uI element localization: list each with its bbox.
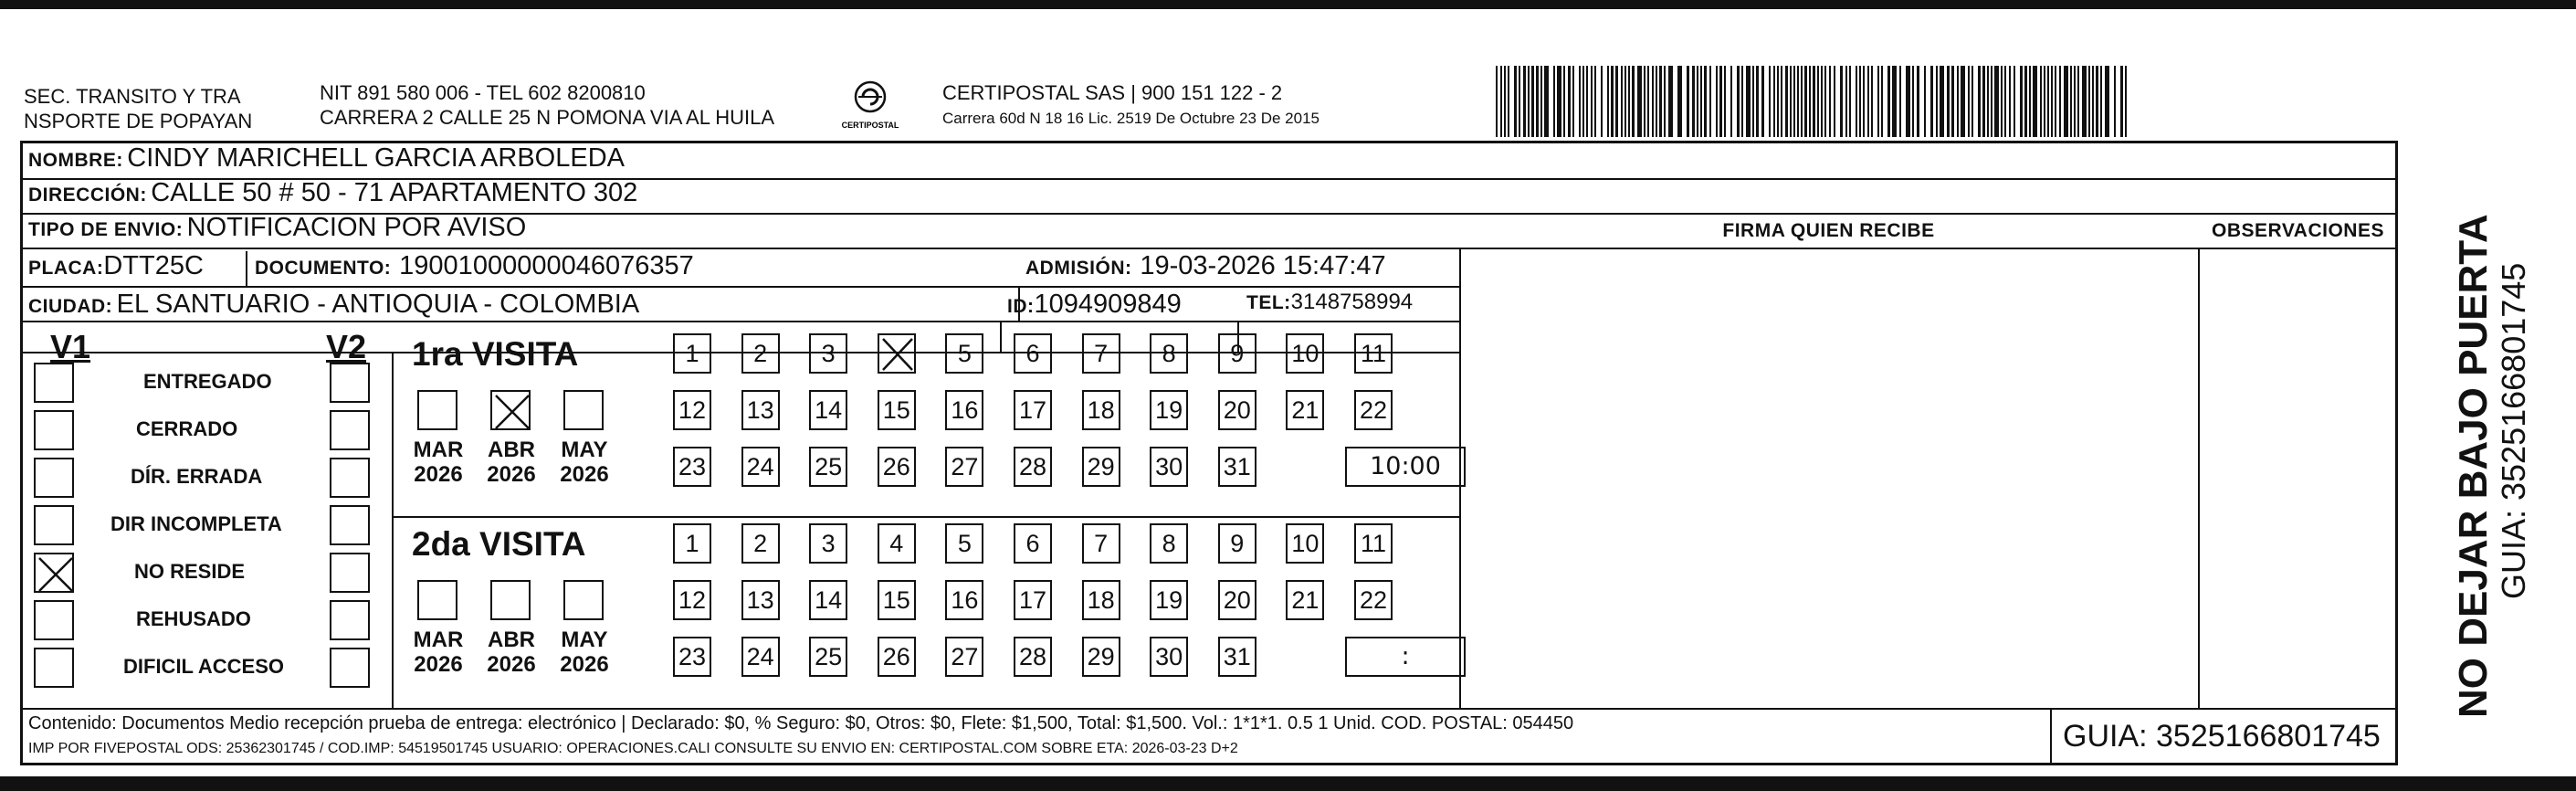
visit2-day-10[interactable]: 10 [1286, 523, 1324, 564]
visit2-month-checkbox-may[interactable] [563, 580, 604, 620]
visit1-day-8[interactable]: 8 [1150, 333, 1188, 374]
visit1-day-25[interactable]: 25 [809, 447, 847, 487]
footer-line [23, 708, 2398, 710]
visit2-day-12[interactable]: 12 [673, 580, 711, 620]
svg-text:CERTIPOSTAL: CERTIPOSTAL [841, 121, 899, 130]
nombre-value: CINDY MARICHELL GARCIA ARBOLEDA [127, 143, 625, 173]
visit2-time-field[interactable]: : [1345, 637, 1466, 677]
nombre-field: NOMBRE: CINDY MARICHELL GARCIA ARBOLEDA [28, 143, 625, 173]
visit2-day-29[interactable]: 29 [1082, 637, 1120, 677]
visit2-day-6[interactable]: 6 [1014, 523, 1052, 564]
visit2-day-25[interactable]: 25 [809, 637, 847, 677]
documento-value: 19001000000046076357 [399, 251, 694, 280]
visit2-day-31[interactable]: 31 [1218, 637, 1256, 677]
documento-field: DOCUMENTO: 19001000000046076357 [255, 251, 694, 280]
imp-text: IMP POR FIVEPOSTAL ODS: 25362301745 / COD.IMP: 54519501745 USUARIO: OPERACIONES.CALI CONSULTE SU ENVIO EN: CERTIPOSTAL.COM SOBRE ETA: 2026-03-23 D+2 [28, 741, 1238, 756]
visit2-day-30[interactable]: 30 [1150, 637, 1188, 677]
visit2-day-4[interactable]: 4 [878, 523, 916, 564]
visit1-day-18[interactable]: 18 [1082, 390, 1120, 430]
visit1-day-19[interactable]: 19 [1150, 390, 1188, 430]
no-dejar-warning: NO DEJAR BAJO PUERTA [2451, 214, 2496, 718]
visit1-day-26[interactable]: 26 [878, 447, 916, 487]
row-line [23, 286, 1459, 288]
delivery-form [20, 141, 2398, 765]
visit2-day-3[interactable]: 3 [809, 523, 847, 564]
tipo-envio-field: TIPO DE ENVIO: NOTIFICACION POR AVISO [28, 213, 527, 242]
visit2-month-label: ABR 2026 [487, 628, 536, 677]
v1-checkbox-4[interactable] [34, 553, 74, 593]
row-line [23, 248, 2398, 249]
visit2-day-1[interactable]: 1 [673, 523, 711, 564]
col-line [392, 352, 394, 708]
visit2-day-8[interactable]: 8 [1150, 523, 1188, 564]
visit1-day-17[interactable]: 17 [1014, 390, 1052, 430]
visit1-day-20[interactable]: 20 [1218, 390, 1256, 430]
certipostal-logo [838, 77, 902, 135]
contenido-text: Contenido: Documentos Medio recepción prueba de entrega: electrónico | Declarado: $0, % Seguro: $0, Otros: $0, Flete: $1,500, Total: $1,500. Vol.: 1*1*1. 0.5 1 Unid. COD. POSTAL: 054450 [28, 713, 1574, 733]
visit1-month-label: ABR 2026 [487, 438, 536, 487]
status-option-label: DIR INCOMPLETA [110, 512, 282, 535]
v2-checkbox-3[interactable] [330, 505, 370, 545]
row-line [23, 321, 1459, 322]
v2-checkbox-2[interactable] [330, 458, 370, 498]
visit2-day-9[interactable]: 9 [1218, 523, 1256, 564]
ciudad-field: CIUDAD: EL SANTUARIO - ANTIOQUIA - COLOMBIA [28, 290, 640, 319]
status-option-label: DIFICIL ACCESO [123, 655, 285, 678]
visit2-day-21[interactable]: 21 [1286, 580, 1324, 620]
visit1-day-30[interactable]: 30 [1150, 447, 1188, 487]
visit1-day-16[interactable]: 16 [945, 390, 983, 430]
visit1-day-31[interactable]: 31 [1218, 447, 1256, 487]
visit1-time-field[interactable]: 10:00 [1345, 447, 1466, 487]
ciudad-value: EL SANTUARIO - ANTIOQUIA - COLOMBIA [116, 290, 640, 319]
visit2-month-label: MAR 2026 [413, 628, 464, 677]
status-option-label: REHUSADO [136, 607, 251, 630]
sender-line2: NSPORTE DE POPAYAN [24, 110, 253, 132]
visit2-day-28[interactable]: 28 [1014, 637, 1052, 677]
visit1-month-checkbox-may[interactable] [563, 390, 604, 430]
visit1-day-22[interactable]: 22 [1354, 390, 1393, 430]
visit2-day-22[interactable]: 22 [1354, 580, 1393, 620]
visit2-day-13[interactable]: 13 [741, 580, 780, 620]
visit2-day-19[interactable]: 19 [1150, 580, 1188, 620]
placa-field: PLACA:DTT25C [28, 251, 204, 280]
observaciones-header: OBSERVACIONES [2212, 220, 2384, 241]
visit1-day-12[interactable]: 12 [673, 390, 711, 430]
status-option-label: NO RESIDE [134, 560, 246, 583]
v1-checkbox-1[interactable] [34, 410, 74, 450]
top-border [0, 0, 2576, 9]
visit2-day-2[interactable]: 2 [741, 523, 780, 564]
visit1-month-label: MAR 2026 [413, 438, 464, 487]
visit2-day-24[interactable]: 24 [741, 637, 780, 677]
status-option-label: CERRADO [136, 417, 238, 440]
visit1-day-27[interactable]: 27 [945, 447, 983, 487]
visit1-month-checkbox-abr[interactable] [490, 390, 531, 430]
admision-value: 19-03-2026 15:47:47 [1140, 251, 1386, 280]
nit-line1: NIT 891 580 006 - TEL 602 8200810 [320, 81, 646, 104]
visit2-day-23[interactable]: 23 [673, 637, 711, 677]
placa-value: DTT25C [103, 251, 204, 280]
direccion-value: CALLE 50 # 50 - 71 APARTAMENTO 302 [151, 178, 638, 207]
visit1-day-15[interactable]: 15 [878, 390, 916, 430]
visit2-day-27[interactable]: 27 [945, 637, 983, 677]
admision-field: ADMISIÓN: 19-03-2026 15:47:47 [1025, 251, 1386, 280]
side-guia: GUIA: 3525166801745 [2495, 262, 2532, 599]
visit2-day-20[interactable]: 20 [1218, 580, 1256, 620]
company-line1: CERTIPOSTAL SAS | 900 151 122 - 2 [942, 81, 1283, 104]
visit1-day-3[interactable]: 3 [809, 333, 847, 374]
visit1-day-2[interactable]: 2 [741, 333, 780, 374]
v2-checkbox-1[interactable] [330, 410, 370, 450]
v2-checkbox-0[interactable] [330, 363, 370, 403]
sender-block [24, 84, 252, 133]
tel-field: TEL:3148758994 [1246, 290, 1414, 314]
visit2-title: 2da VISITA [412, 525, 586, 563]
visit1-day-11[interactable]: 11 [1354, 333, 1393, 374]
visit1-day-21[interactable]: 21 [1286, 390, 1324, 430]
col-line [1000, 321, 1002, 352]
status-option-label: ENTREGADO [143, 370, 272, 393]
v1-checkbox-5[interactable] [34, 600, 74, 640]
visit1-day-9[interactable]: 9 [1218, 333, 1256, 374]
visit2-day-18[interactable]: 18 [1082, 580, 1120, 620]
visit1-day-6[interactable]: 6 [1014, 333, 1052, 374]
visit2-day-11[interactable]: 11 [1354, 523, 1393, 564]
visit1-day-14[interactable]: 14 [809, 390, 847, 430]
tel-value: 3148758994 [1290, 290, 1414, 314]
nit-line2: CARRERA 2 CALLE 25 N POMONA VIA AL HUILA [320, 106, 775, 129]
visit2-month-checkbox-abr[interactable] [490, 580, 531, 620]
v2-label: V2 [326, 328, 367, 365]
company-line2: Carrera 60d N 18 16 Lic. 2519 De Octubre 23 De 2015 [942, 110, 1320, 127]
visit1-month-label: MAY 2026 [560, 438, 609, 487]
visit1-title: 1ra VISITA [412, 335, 579, 373]
v1-checkbox-2[interactable] [34, 458, 74, 498]
id-field: ID:1094909849 [1007, 290, 1182, 319]
barcode [1496, 66, 2226, 137]
nit-block [320, 80, 774, 130]
visit2-day-14[interactable]: 14 [809, 580, 847, 620]
v2-checkbox-6[interactable] [330, 648, 370, 688]
v2-checkbox-4[interactable] [330, 553, 370, 593]
v2-checkbox-5[interactable] [330, 600, 370, 640]
visit2-month-checkbox-mar[interactable] [417, 580, 457, 620]
status-option-label: DÍR. ERRADA [131, 465, 263, 488]
col-line [2050, 708, 2052, 765]
v1-checkbox-0[interactable] [34, 363, 74, 403]
visit-divider [392, 516, 1459, 518]
visit1-day-1[interactable]: 1 [673, 333, 711, 374]
col-line [246, 251, 247, 286]
sender-line1: SEC. TRANSITO Y TRA [24, 85, 241, 108]
visit2-day-15[interactable]: 15 [878, 580, 916, 620]
v1-checkbox-3[interactable] [34, 505, 74, 545]
visit2-day-5[interactable]: 5 [945, 523, 983, 564]
visit1-day-28[interactable]: 28 [1014, 447, 1052, 487]
direccion-field: DIRECCIÓN: CALLE 50 # 50 - 71 APARTAMENTO 302 [28, 178, 638, 207]
v1-label: V1 [50, 328, 91, 365]
visit2-month-label: MAY 2026 [560, 628, 609, 677]
bottom-border [0, 776, 2576, 791]
id-value: 1094909849 [1034, 290, 1182, 319]
visit2-day-26[interactable]: 26 [878, 637, 916, 677]
visit2-day-7[interactable]: 7 [1082, 523, 1120, 564]
col-line [2198, 248, 2200, 708]
visit1-day-23[interactable]: 23 [673, 447, 711, 487]
visit2-day-16[interactable]: 16 [945, 580, 983, 620]
visit1-day-4[interactable] [878, 333, 916, 374]
visit1-day-24[interactable]: 24 [741, 447, 780, 487]
visit1-day-29[interactable]: 29 [1082, 447, 1120, 487]
company-block [942, 80, 1320, 129]
visit1-day-10[interactable]: 10 [1286, 333, 1324, 374]
visit1-day-13[interactable]: 13 [741, 390, 780, 430]
firma-header: FIRMA QUIEN RECIBE [1722, 220, 1935, 241]
tipo-envio-value: NOTIFICACION POR AVISO [186, 213, 527, 242]
visit2-day-17[interactable]: 17 [1014, 580, 1052, 620]
guia-box: GUIA: 3525166801745 [2063, 719, 2381, 754]
v1-checkbox-6[interactable] [34, 648, 74, 688]
visit1-month-checkbox-mar[interactable] [417, 390, 457, 430]
visit1-day-7[interactable]: 7 [1082, 333, 1120, 374]
visit1-day-5[interactable]: 5 [945, 333, 983, 374]
